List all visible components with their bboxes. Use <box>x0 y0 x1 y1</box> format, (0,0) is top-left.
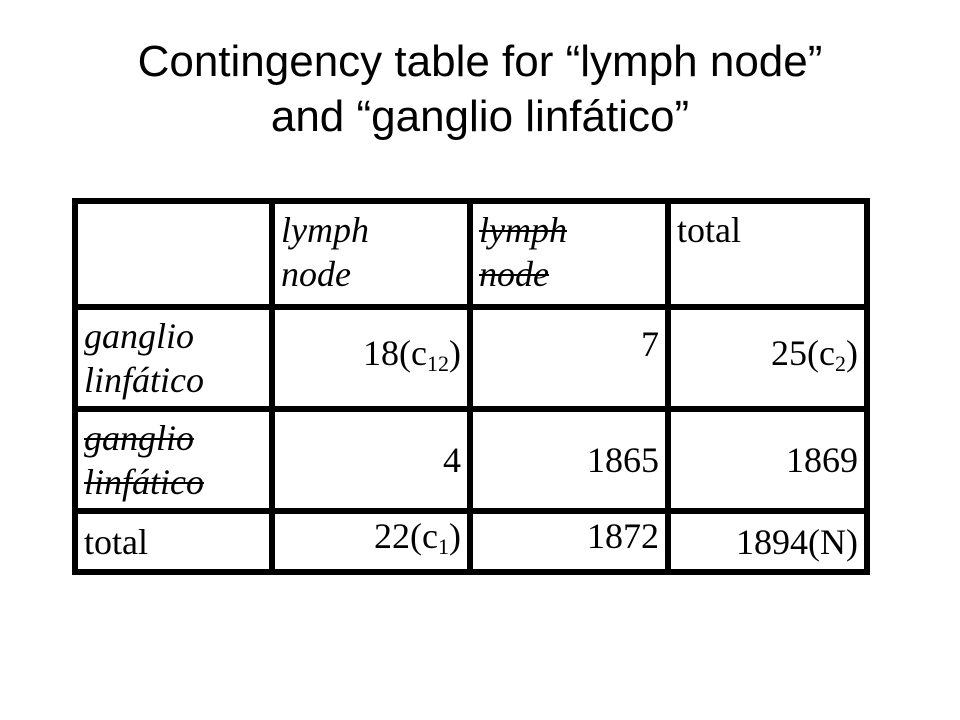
header-row <box>75 201 867 307</box>
header-not-lymph-node <box>470 201 668 307</box>
cell-r1-c1-subscript: 12 <box>427 350 449 376</box>
header-not-lymph-node-line2: node <box>479 254 549 294</box>
row-not-ganglio-linfatico <box>75 409 867 511</box>
row2-label-line1: ganglio <box>84 418 195 458</box>
cell-r1-c3-subscript: 2 <box>835 350 846 376</box>
corner-cell <box>75 201 272 307</box>
cell-r1-c3-symbol: c <box>819 332 835 373</box>
cell-r2-c1: 4 <box>272 409 470 511</box>
header-total: total <box>668 201 867 307</box>
header-lymph-node <box>272 201 470 307</box>
header-lymph-node-line2: node <box>281 254 351 294</box>
cell-r1-c3-value: 25 <box>771 332 808 373</box>
cell-r3-c1-value: 22 <box>374 516 411 556</box>
row3-label: total <box>75 511 272 572</box>
cell-r1-c2 <box>470 307 668 409</box>
title-line-2: and “ganglio linfático” <box>270 92 690 141</box>
cell-r3-c1-subscript: 1 <box>438 534 449 559</box>
contingency-table <box>72 198 870 575</box>
slide-title <box>0 34 960 144</box>
cell-r1-c1-value: 18 <box>363 332 400 373</box>
title-line-1: Contingency table for “lymph node” <box>137 37 823 86</box>
cell-r1-c1-symbol: c <box>411 332 427 373</box>
cell-r1-c1: $18(c_{12})$ <box>272 307 470 409</box>
cell-r1-c3: $25(c_2)$ <box>668 307 867 409</box>
row2-label <box>75 409 272 511</box>
cell-r2-c2: 1865 <box>470 409 668 511</box>
cell-r1-c2-value: 7 <box>641 324 659 364</box>
row1-label-line1: ganglio <box>84 316 195 356</box>
cell-r3-c1: $22(c_1)$ <box>272 511 470 572</box>
row1-label <box>75 307 272 409</box>
header-not-lymph-node-line1: lymph <box>479 210 567 250</box>
row-total <box>75 511 867 572</box>
header-lymph-node-line1: lymph <box>281 210 369 250</box>
cell-r2-c3: 1869 <box>668 409 867 511</box>
row-ganglio-linfatico <box>75 307 867 409</box>
cell-r3-c3: 1894(N) <box>668 511 867 572</box>
cell-r3-c2: 1872 <box>470 511 668 572</box>
cell-r3-c1-symbol: c <box>422 516 438 556</box>
row2-label-line2: linfático <box>84 462 204 502</box>
row1-label-line2: linfático <box>84 360 204 400</box>
